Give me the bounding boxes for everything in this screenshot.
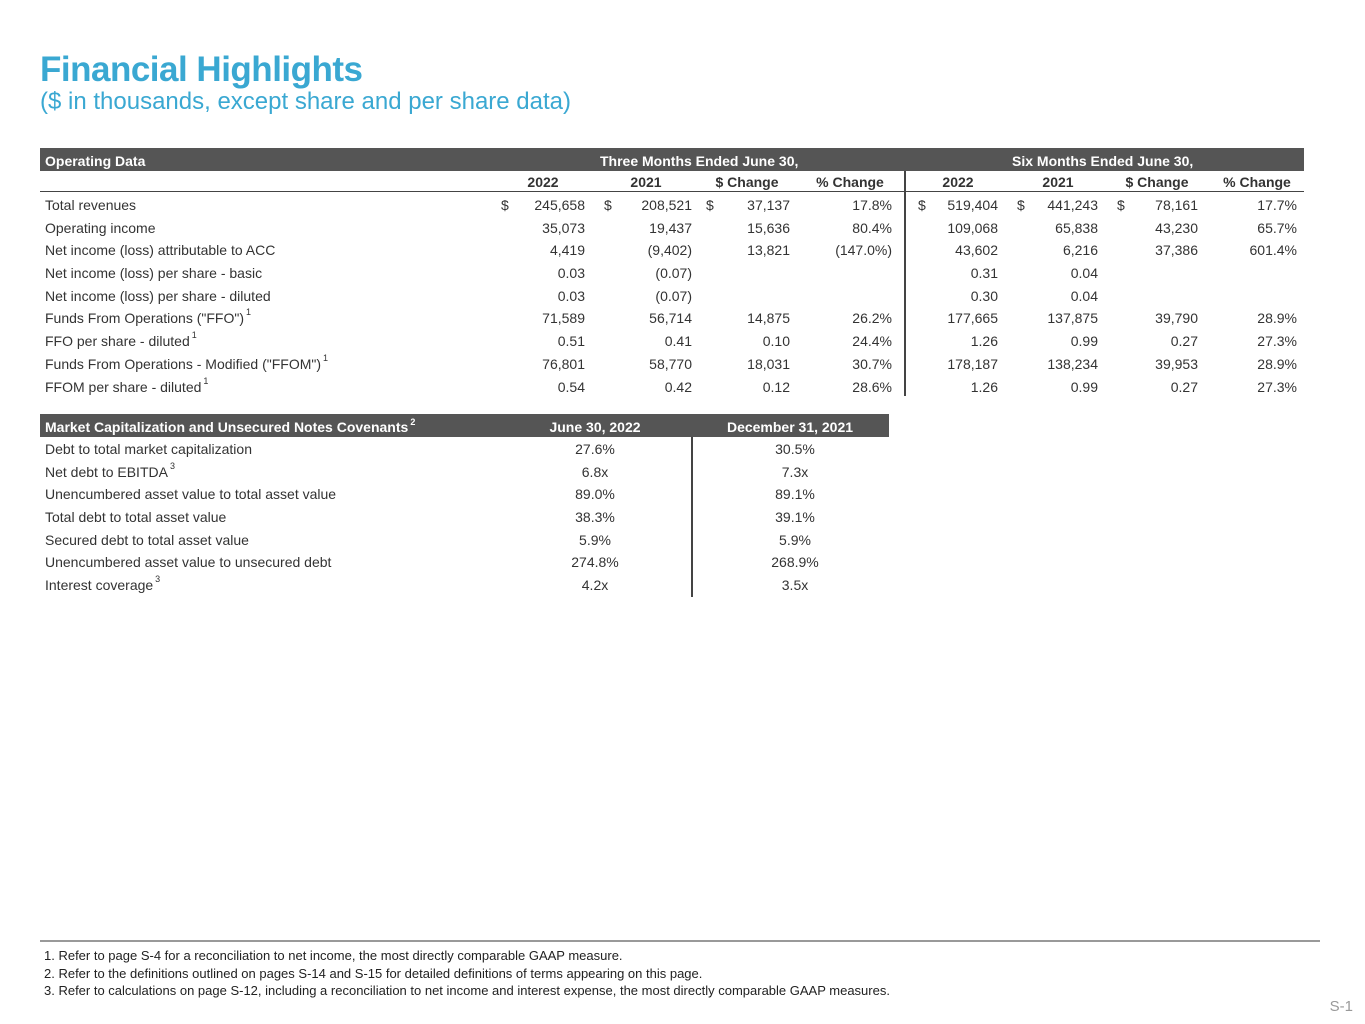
- table-cell: 26.2%: [852, 310, 892, 327]
- row-label-text: FFO per share - diluted: [45, 333, 190, 350]
- table-cell: 0.30: [970, 287, 998, 304]
- footnote: 1. Refer to page S-4 for a reconciliation to net income, the most directly comparable GAAP measure.: [44, 948, 623, 963]
- table-row: [40, 550, 889, 573]
- table-cell: 0.04: [1070, 265, 1098, 282]
- table-row: [40, 329, 1304, 352]
- table-cell: 43,602: [955, 242, 998, 259]
- table-cell: 178,187: [947, 355, 998, 372]
- market-col-june-2022: June 30, 2022: [549, 419, 641, 435]
- operating-title: Operating Data: [45, 153, 146, 169]
- row-label: [45, 242, 275, 258]
- table-cell: 76,801: [542, 355, 585, 372]
- table-cell: (0.07): [655, 265, 692, 282]
- row-label: [45, 574, 161, 594]
- row-label: [45, 486, 336, 502]
- row-label: [45, 460, 175, 480]
- table-row: [40, 573, 889, 596]
- table-cell: 35,073: [542, 219, 585, 236]
- table-cell: 19,437: [649, 219, 692, 236]
- table-cell: 208,521: [641, 197, 692, 213]
- footnote-ref: 3: [169, 460, 175, 471]
- footnote-ref: 1: [323, 352, 329, 363]
- currency-symbol: $: [918, 197, 926, 213]
- table-cell: 0.27: [1170, 378, 1198, 395]
- table-cell: 601.4%: [1249, 242, 1297, 259]
- market-col-dec-2021: December 31, 2021: [726, 419, 854, 435]
- table-cell: (0.07): [655, 287, 692, 304]
- row-label-text: FFOM per share - diluted: [45, 378, 202, 395]
- three-months-label: Three Months Ended June 30,: [600, 153, 799, 169]
- table-row: [40, 352, 1304, 375]
- row-label: [45, 441, 252, 457]
- table-cell: 14,875: [747, 310, 790, 327]
- row-label: [45, 197, 136, 213]
- row-label: [45, 288, 271, 304]
- table-cell: 28.9%: [1257, 310, 1297, 327]
- table-cell: 274.8%: [571, 554, 619, 571]
- currency-symbol: $: [1117, 197, 1125, 213]
- table-cell: 0.51: [557, 333, 585, 350]
- footnote: 2. Refer to the definitions outlined on pages S-14 and S-15 for detailed definitions of terms appearing on this page.: [44, 965, 703, 981]
- table-cell: 1.26: [970, 378, 998, 395]
- page-title: Financial Highlights: [40, 50, 363, 89]
- table-row: [40, 284, 1304, 307]
- table-cell: 0.99: [1070, 333, 1098, 350]
- footnote-ref: 1: [245, 307, 251, 318]
- table-cell: 109,068: [947, 219, 998, 236]
- table-cell: 4,419: [549, 242, 585, 259]
- footnote-ref: 1: [203, 375, 209, 386]
- table-cell: 39.1%: [775, 509, 815, 526]
- table-cell: 0.54: [557, 378, 585, 395]
- table-cell: 39,953: [1155, 355, 1198, 372]
- table-cell: (9,402): [647, 242, 692, 259]
- table-row: [40, 261, 1304, 284]
- row-label: [45, 375, 209, 395]
- table-cell: 6.8x: [581, 463, 609, 480]
- row-label: [45, 352, 329, 372]
- row-label-text: Net debt to EBITDA: [45, 463, 168, 480]
- table-cell: (147.0%): [835, 242, 892, 259]
- row-label-text: Secured debt to total asset value: [45, 531, 249, 548]
- page-subtitle: ($ in thousands, except share and per share data): [40, 88, 571, 115]
- six-months-label: Six Months Ended June 30,: [1012, 153, 1194, 169]
- table-cell: 56,714: [649, 310, 692, 327]
- row-label: [45, 532, 249, 548]
- row-label: [45, 307, 251, 327]
- table-cell: 37,386: [1155, 242, 1198, 259]
- row-label-text: Unencumbered asset value to total asset value: [45, 486, 337, 503]
- table-cell: 15,636: [747, 219, 790, 236]
- table-cell: 0.10: [762, 333, 790, 350]
- table-row: [40, 437, 889, 460]
- row-label-text: Funds From Operations ("FFO"): [45, 310, 244, 327]
- table-cell: 245,658: [534, 197, 585, 213]
- column-header: % Change: [816, 174, 884, 190]
- table-cell: 0.12: [762, 378, 790, 395]
- currency-symbol: $: [706, 197, 714, 213]
- column-header: 2021: [1042, 174, 1074, 190]
- operating-rows: [40, 193, 1304, 397]
- column-header: 2022: [942, 174, 974, 190]
- table-cell: 3.5x: [781, 577, 809, 594]
- row-label-text: Funds From Operations - Modified ("FFOM"): [45, 355, 322, 372]
- market-rows: [40, 437, 889, 596]
- table-cell: 138,234: [1047, 355, 1098, 372]
- operating-column-headers: [40, 171, 1304, 192]
- row-label: [45, 509, 226, 525]
- table-row: [40, 216, 1304, 239]
- table-cell: 27.3%: [1257, 333, 1297, 350]
- table-row: [40, 460, 889, 483]
- footnotes: [44, 948, 890, 1001]
- column-header: 2021: [630, 174, 662, 190]
- table-cell: 441,243: [1047, 197, 1098, 213]
- table-cell: 28.6%: [852, 378, 892, 395]
- table-row: [40, 306, 1304, 329]
- currency-symbol: $: [501, 197, 509, 213]
- currency-symbol: $: [1017, 197, 1025, 213]
- table-cell: 519,404: [947, 197, 998, 213]
- table-cell: 0.03: [557, 265, 585, 282]
- table-cell: 137,875: [1047, 310, 1098, 327]
- table-cell: 78,161: [1155, 197, 1198, 213]
- table-cell: 58,770: [649, 355, 692, 372]
- table-cell: 80.4%: [852, 219, 892, 236]
- table-cell: 0.41: [664, 333, 692, 350]
- operating-header-bar: [40, 148, 1304, 171]
- table-row: [40, 528, 889, 551]
- table-cell: 17.8%: [852, 197, 892, 213]
- table-cell: 268.9%: [771, 554, 819, 571]
- table-cell: 6,216: [1062, 242, 1098, 259]
- row-label-text: Net income (loss) per share - diluted: [45, 287, 271, 304]
- table-row: [40, 505, 889, 528]
- footnote-ref: 1: [191, 330, 197, 341]
- currency-symbol: $: [604, 197, 612, 213]
- footnote: 3. Refer to calculations on page S-12, including a reconciliation to net income and interest expense, the most directly comparable GAAP measures.: [44, 983, 890, 998]
- table-cell: 38.3%: [575, 509, 615, 526]
- market-divider: [691, 437, 693, 597]
- table-row: [40, 375, 1304, 398]
- row-label-text: Total revenues: [45, 197, 137, 213]
- table-cell: 18,031: [747, 355, 790, 372]
- footnote-divider: [40, 940, 1320, 942]
- table-cell: 24.4%: [852, 333, 892, 350]
- table-cell: 27.3%: [1257, 378, 1297, 395]
- row-label-text: Operating income: [45, 219, 156, 236]
- column-header: 2022: [527, 174, 559, 190]
- table-cell: 0.31: [970, 265, 998, 282]
- row-label-text: Unencumbered asset value to unsecured debt: [45, 554, 332, 571]
- table-cell: 0.27: [1170, 333, 1198, 350]
- table-cell: 27.6%: [575, 441, 615, 457]
- table-cell: 0.04: [1070, 287, 1098, 304]
- row-label-text: Net income (loss) per share - basic: [45, 265, 263, 282]
- column-header: % Change: [1223, 174, 1291, 190]
- table-cell: 0.03: [557, 287, 585, 304]
- table-cell: 89.1%: [775, 486, 815, 503]
- table-cell: 1.26: [970, 333, 998, 350]
- table-cell: 28.9%: [1257, 355, 1297, 372]
- operating-data-table: [40, 148, 1304, 397]
- row-label: [45, 554, 331, 570]
- row-label-text: Interest coverage: [45, 577, 154, 594]
- table-cell: 39,790: [1155, 310, 1198, 327]
- table-row: [40, 193, 1304, 216]
- table-row: [40, 482, 889, 505]
- page-number: S-1: [1329, 998, 1353, 1015]
- table-cell: 30.7%: [852, 355, 892, 372]
- table-cell: 43,230: [1155, 219, 1198, 236]
- row-label-text: Net income (loss) attributable to ACC: [45, 242, 276, 259]
- footnote-ref: 3: [155, 574, 161, 585]
- row-label: [45, 330, 197, 350]
- period-divider: [904, 171, 906, 396]
- row-label: [45, 265, 262, 281]
- market-header-bar: [40, 414, 889, 437]
- table-cell: 30.5%: [775, 441, 815, 457]
- table-cell: 0.42: [664, 378, 692, 395]
- row-label-text: Total debt to total asset value: [45, 509, 227, 526]
- table-cell: 65.7%: [1257, 219, 1297, 236]
- table-cell: 5.9%: [779, 531, 811, 548]
- table-cell: 5.9%: [579, 531, 611, 548]
- table-cell: 7.3x: [781, 463, 809, 480]
- table-cell: 89.0%: [575, 486, 615, 503]
- table-cell: 177,665: [947, 310, 998, 327]
- table-cell: 17.7%: [1257, 197, 1297, 213]
- market-cap-table: [40, 414, 889, 596]
- row-label-text: Debt to total market capitalization: [45, 441, 252, 457]
- market-title: Market Capitalization and Unsecured Notes Covenants $^2$: [45, 417, 416, 435]
- table-cell: 0.99: [1070, 378, 1098, 395]
- column-header: $ Change: [715, 174, 779, 190]
- table-cell: 71,589: [542, 310, 585, 327]
- table-cell: 65,838: [1055, 219, 1098, 236]
- column-header: $ Change: [1125, 174, 1189, 190]
- table-cell: 13,821: [747, 242, 790, 259]
- table-cell: 37,137: [747, 197, 790, 213]
- table-row: [40, 238, 1304, 261]
- row-label: [45, 220, 156, 236]
- table-cell: 4.2x: [581, 577, 609, 594]
